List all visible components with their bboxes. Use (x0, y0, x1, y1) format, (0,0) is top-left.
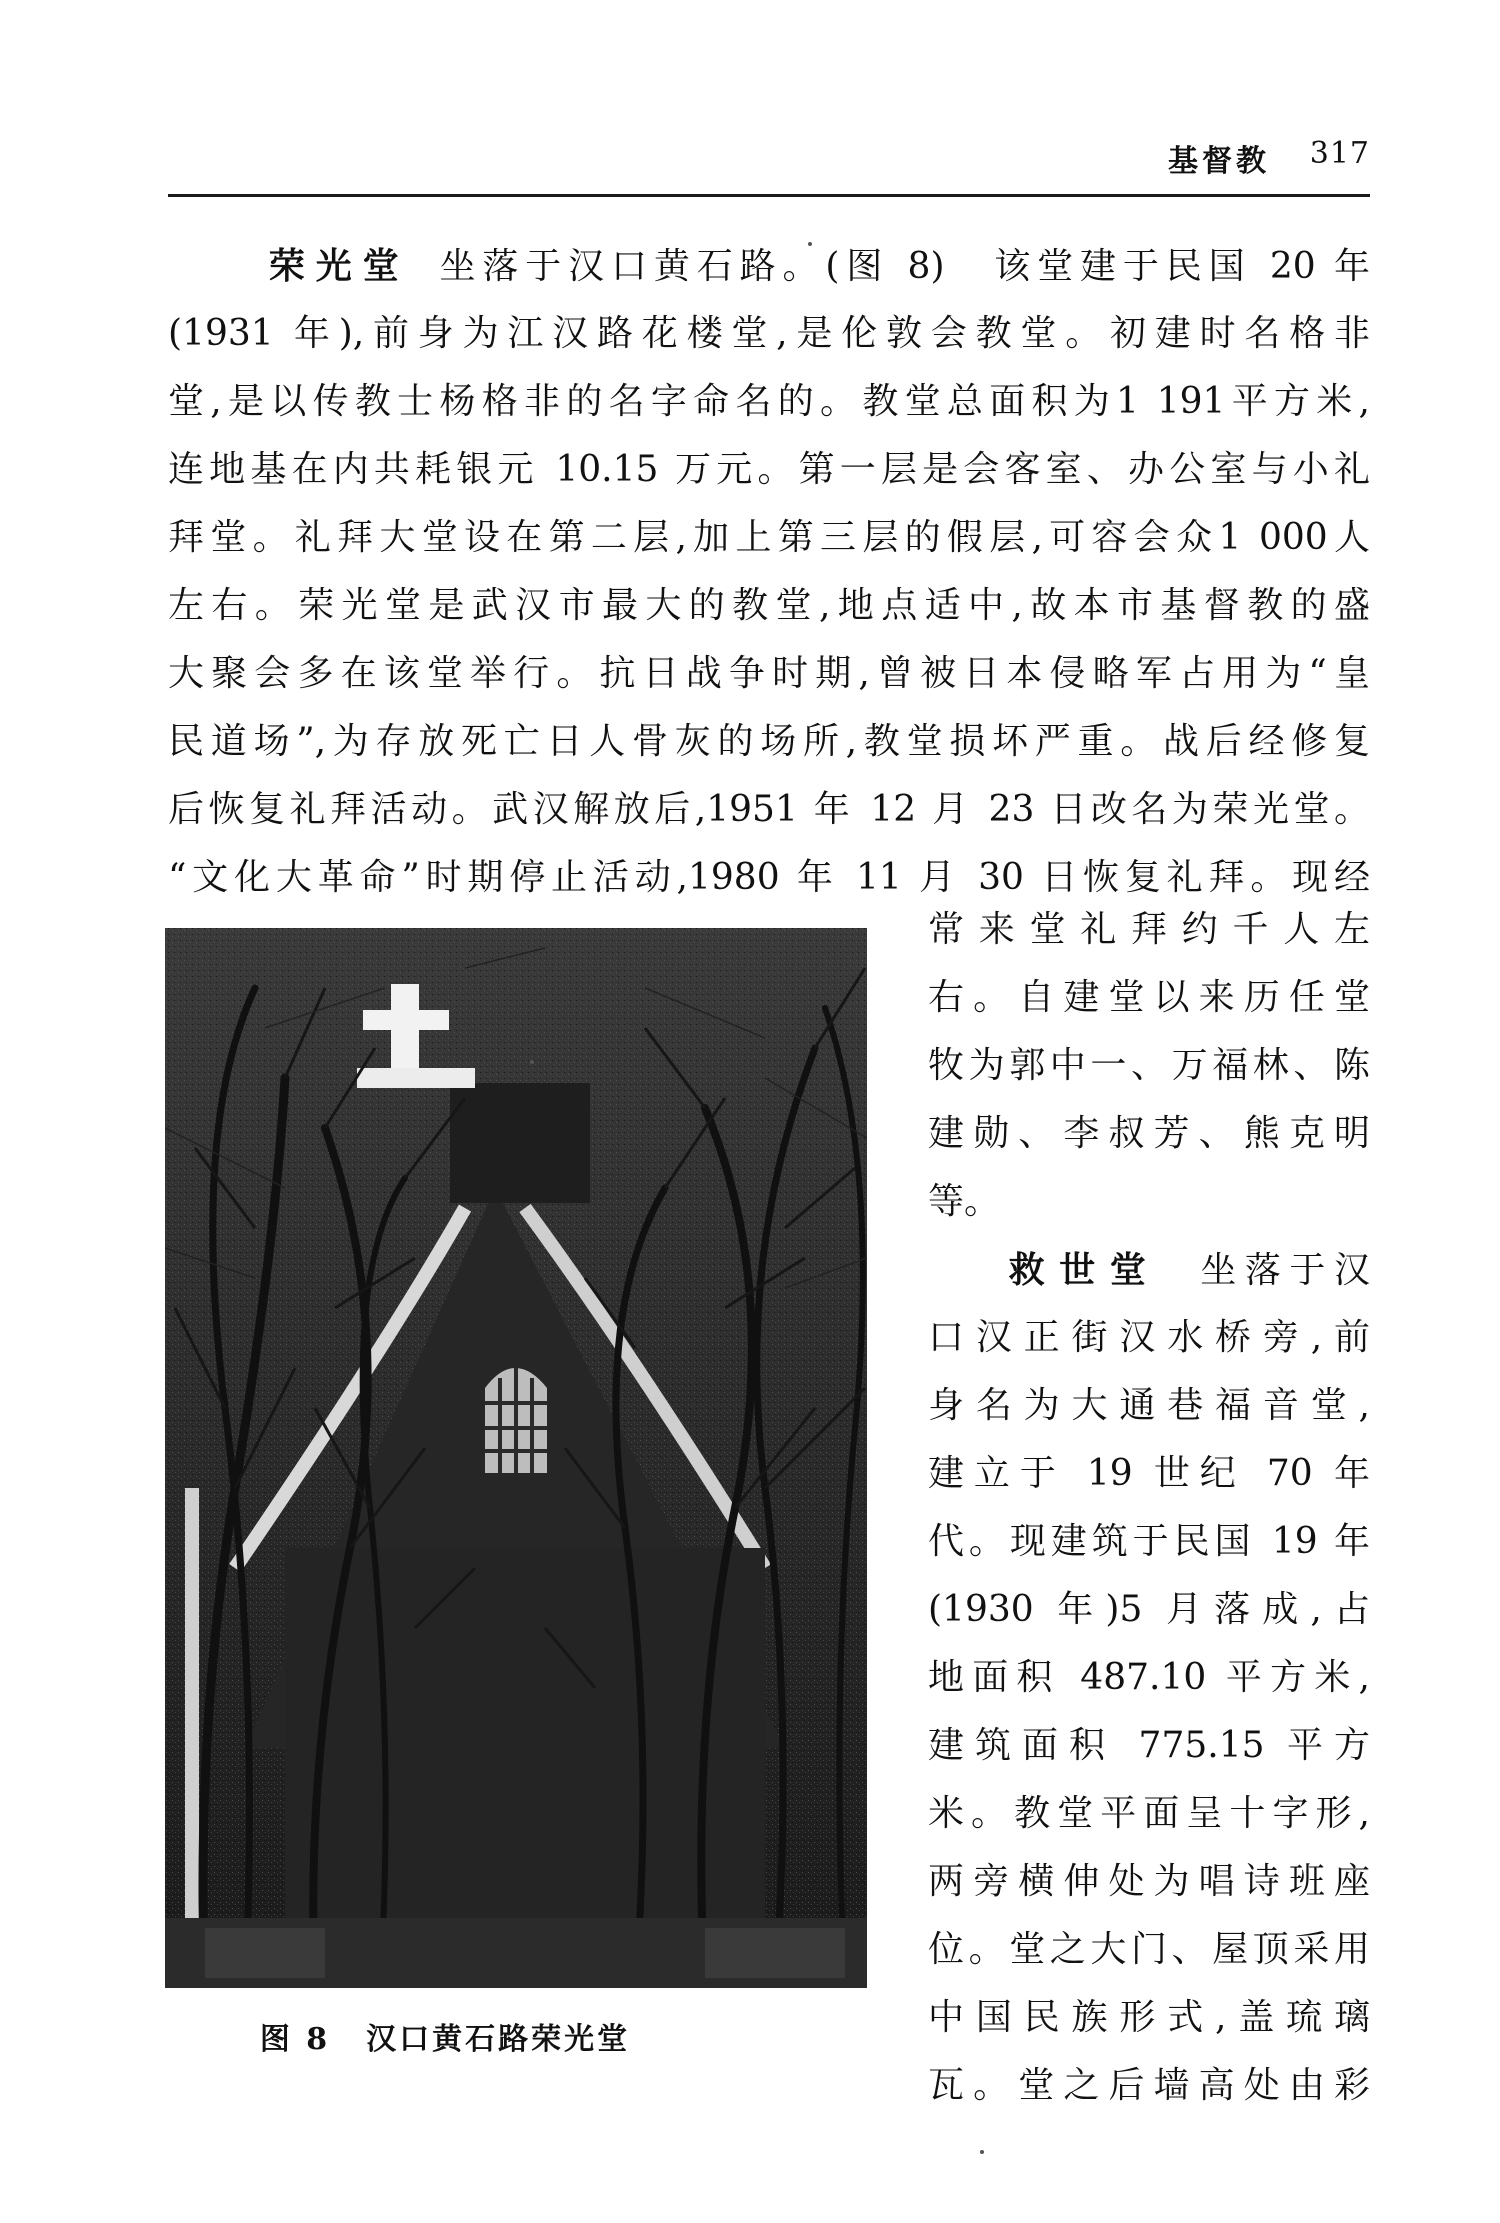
figure-caption-number: 图 8 (259, 2022, 331, 2057)
text-line: 右。自建堂以来历任堂 (928, 977, 1370, 1018)
scan-speck (530, 1060, 534, 1064)
text-line: 瓦。堂之后墙高处由彩 (928, 2065, 1370, 2106)
text-line: 拜堂。礼拜大堂设在第二层,加上第三层的假层,可容会众1 000人 (168, 517, 1370, 558)
text-line: 救世堂 坐落于汉 (1000, 1249, 1370, 1291)
running-head (168, 128, 1370, 188)
running-head-section: 基督教 (1168, 144, 1270, 179)
text-line: 两旁横伸处为唱诗班座 (928, 1861, 1370, 1902)
figure-8 (165, 928, 867, 2057)
text-line: (1931 年),前身为江汉路花楼堂,是伦敦会教堂。初建时名格非 (168, 313, 1370, 354)
text-line: 荣光堂 坐落于汉口黄石路。(图 8) 该堂建于民国 20 年 (262, 245, 1370, 287)
text-line: 后恢复礼拜活动。武汉解放后,1951 年 12 月 23 日改名为荣光堂。 (168, 789, 1370, 830)
text-line: 地面积 487.10 平方米, (928, 1657, 1370, 1698)
text-line: “文化大革命”时期停止活动,1980 年 11 月 30 日恢复礼拜。现经 (168, 857, 1370, 898)
entry-heading-rongguangtang: 荣光堂 (262, 245, 410, 287)
text-line: (1930 年)5 月落成,占 (928, 1589, 1370, 1630)
text-line: 建立于 19 世纪 70 年 (928, 1453, 1370, 1494)
text-line: 代。现建筑于民国 19 年 (928, 1521, 1370, 1562)
scan-speck (808, 242, 812, 246)
page-number: 317 (1309, 136, 1370, 171)
text-line: 位。堂之大门、屋顶采用 (928, 1929, 1370, 1970)
text-line: 大聚会多在该堂举行。抗日战争时期,曾被日本侵略军占用为“皇 (168, 653, 1370, 694)
figure-caption-text: 汉口黄石路荣光堂 (366, 2022, 631, 2057)
text-line: 连地基在内共耗银元 10.15 万元。第一层是会客室、办公室与小礼 (168, 449, 1370, 490)
text-line: 等。 (928, 1181, 1001, 1222)
header-rule (168, 194, 1370, 197)
text-line: 建筑面积 775.15 平方 (928, 1725, 1370, 1766)
text-line: 民道场”,为存放死亡日人骨灰的场所,教堂损坏严重。战后经修复 (168, 721, 1370, 762)
figure-caption (165, 2014, 725, 2058)
body-text-full-width (168, 232, 1370, 912)
entry-heading-jiushitang: 救世堂 (1000, 1249, 1161, 1291)
text-line: 堂,是以传教士杨格非的名字命名的。教堂总面积为1 191平方米, (168, 381, 1370, 422)
scan-speck (980, 2150, 984, 2154)
text-line: 中国民族形式,盖琉璃 (928, 1997, 1370, 2038)
text-line: 口汉正街汉水桥旁,前 (928, 1317, 1370, 1358)
text-line: 米。教堂平面呈十字形, (928, 1793, 1370, 1834)
text-line: 牧为郭中一、万福林、陈 (928, 1045, 1370, 1086)
text-line: 左右。荣光堂是武汉市最大的教堂,地点适中,故本市基督教的盛 (168, 585, 1370, 626)
church-photo (165, 928, 867, 1988)
text-line: 身名为大通巷福音堂, (928, 1385, 1370, 1426)
text-line: 建勋、李叔芳、熊克明 (928, 1113, 1370, 1154)
body-text-side-column (928, 896, 1370, 2120)
text-line: 常来堂礼拜约千人左 (928, 909, 1370, 950)
